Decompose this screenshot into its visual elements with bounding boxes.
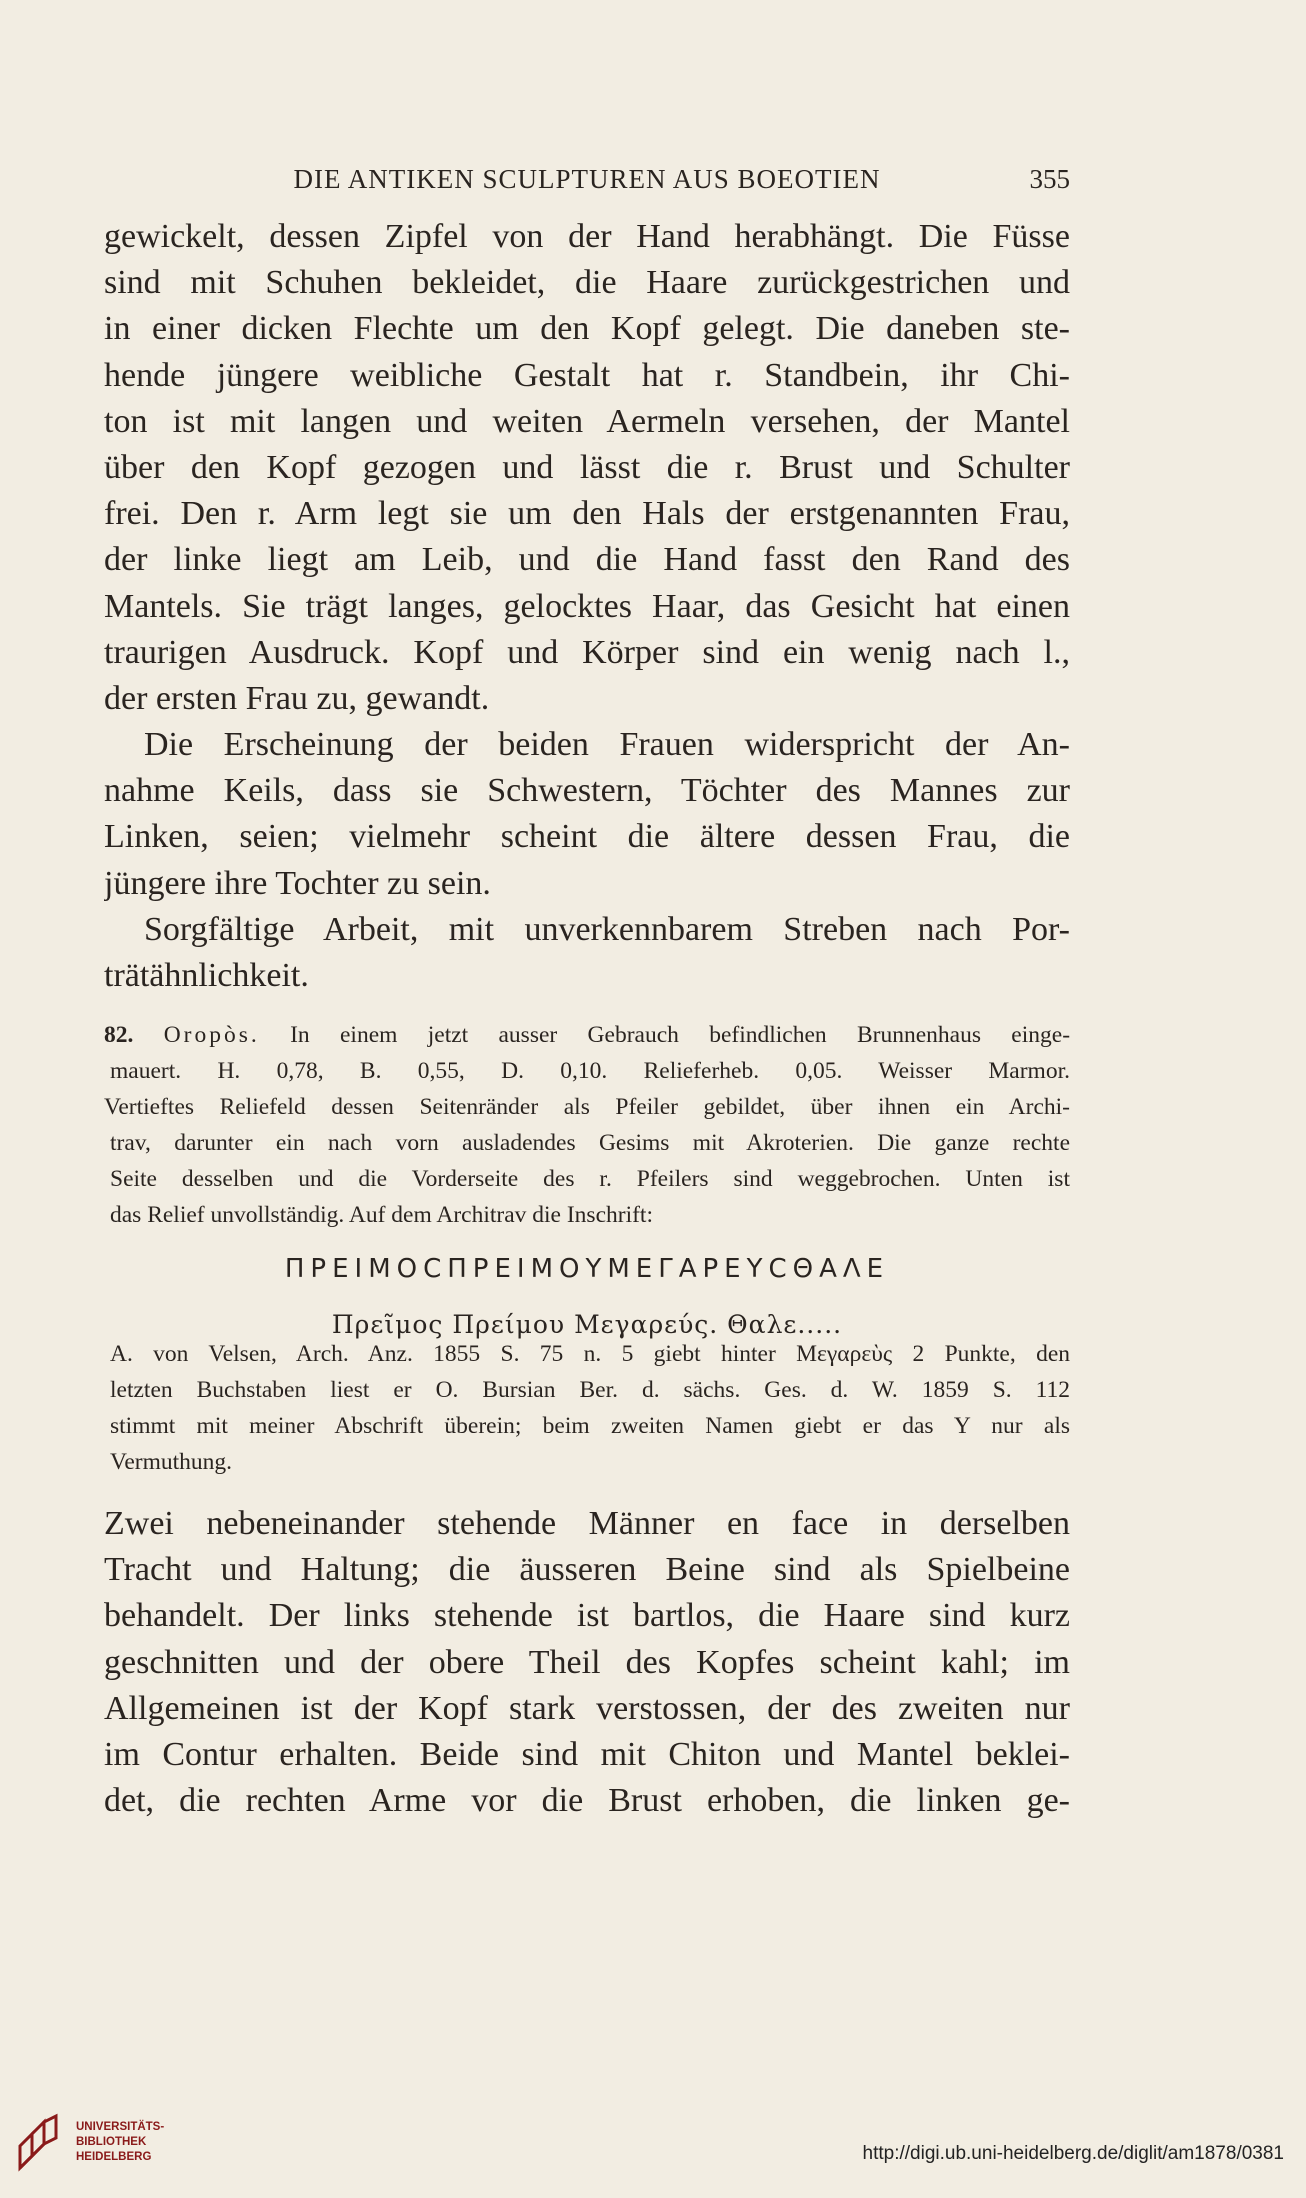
body-line: det, die rechten Arme vor die Brust erhoben, die linken ge-	[104, 1782, 1070, 1820]
entry-place: Oropòs.	[163, 1022, 260, 1048]
inscription-capitals: ΠΡΕΙΜΟϹΠΡΕΙΜΟΥΜΕΓΑΡΕΥϹΘΑΛΕ	[284, 1254, 890, 1284]
catalog-entry	[104, 1017, 1070, 1351]
body-line: Allgemeinen ist der Kopf stark verstossen, der des zweiten nur	[104, 1689, 1070, 1727]
library-name-line: BIBLIOTHEK	[76, 2136, 147, 2148]
entry-heading-rest: In einem jetzt ausser Gebrauch befindlichen Brunnenhaus einge-	[290, 1022, 1070, 1048]
note-line: Vermuthung.	[110, 1449, 233, 1475]
body-line: Sorgfältige Arbeit, mit unverkennbarem Streben nach Por-	[144, 910, 1070, 948]
body-line: Mantels. Sie trägt langes, gelocktes Haar, das Gesicht hat einen	[104, 587, 1070, 625]
entry-number: 82.	[104, 1022, 134, 1048]
body-line: Tracht und Haltung; die äusseren Beine sind als Spielbeine	[104, 1551, 1070, 1589]
body-line: ton ist mit langen und weiten Aermeln versehen, der Mantel	[104, 402, 1070, 440]
note-line: stimmt mit meiner Abschrift überein; beim zweiten Namen giebt er das Y nur als	[110, 1413, 1070, 1439]
body-line: gewickelt, dessen Zipfel von der Hand herabhängt. Die Füsse	[104, 218, 1070, 255]
body-line: im Contur erhalten. Beide sind mit Chiton und Mantel beklei-	[104, 1735, 1070, 1773]
library-emblem-icon	[14, 2112, 70, 2174]
body-line: trätähnlichkeit.	[104, 957, 309, 994]
source-url-link[interactable]: http://digi.ub.uni-heidelberg.de/diglit/am1878/0381	[862, 2143, 1284, 2164]
body-line: hende jüngere weibliche Gestalt hat r. Standbein, ihr Chi-	[104, 356, 1070, 394]
entry-line: mauert. H. 0,78, B. 0,55, D. 0,10. Relieferheb. 0,05. Weisser Marmor.	[110, 1058, 1070, 1084]
body-line: geschnitten und der obere Theil des Kopfes scheint kahl; im	[104, 1643, 1070, 1681]
entry-notes	[104, 1336, 1070, 1480]
library-name-line: HEIDELBERG	[76, 2151, 152, 2163]
library-logo[interactable]	[14, 2112, 164, 2182]
body-line: Zwei nebeneinander stehende Männer en face in derselben	[104, 1505, 1070, 1542]
running-head	[104, 160, 1070, 200]
body-line: frei. Den r. Arm legt sie um den Hals der erstgenannten Frau,	[104, 495, 1070, 533]
entry-line: Vertieftes Reliefeld dessen Seitenränder als Pfeiler gebildet, über ihnen ein Archi-	[104, 1094, 1070, 1120]
body-line: Die Erscheinung der beiden Frauen widerspricht der An-	[144, 726, 1070, 764]
body-line: behandelt. Der links stehende ist bartlos, die Haare sind kurz	[104, 1597, 1070, 1635]
note-line: A. von Velsen, Arch. Anz. 1855 S. 75 n. 5 giebt hinter Μεγαρεὺς 2 Punkte, den	[110, 1341, 1070, 1367]
entry-heading-line	[104, 1017, 1070, 1053]
body-line: über den Kopf gezogen und lässt die r. Brust und Schulter	[104, 448, 1070, 486]
body-line: sind mit Schuhen bekleidet, die Haare zurückgestrichen und	[104, 264, 1070, 302]
library-name-line: UNIVERSITÄTS-	[76, 2121, 165, 2133]
body-line: der linke liegt am Leib, und die Hand fasst den Rand des	[104, 541, 1070, 579]
running-title: DIE ANTIKEN SCULPTUREN AUS BOEOTIEN	[293, 164, 881, 194]
body-paragraph-2	[104, 1501, 1070, 1824]
entry-line: trav, darunter ein nach vorn ausladendes Gesims mit Akroterien. Die ganze rechte	[110, 1130, 1070, 1156]
body-line: traurigen Ausdruck. Kopf und Körper sind ein wenig nach l.,	[104, 633, 1070, 671]
body-paragraphs	[104, 214, 1070, 999]
page-number: 355	[1029, 164, 1070, 194]
inscription-transcription: Πρεῖμος Πρείμου Μεγαρεύς. Θαλε.....	[331, 1310, 843, 1339]
body-line: jüngere ihre Tochter zu sein.	[104, 864, 491, 902]
body-line: in einer dicken Flechte um den Kopf gelegt. Die daneben ste-	[104, 310, 1070, 348]
body-line: der ersten Frau zu, gewandt.	[104, 679, 490, 717]
entry-line: Seite desselben und die Vorderseite des r. Pfeilers sind weggebrochen. Unten ist	[110, 1166, 1070, 1192]
entry-line: das Relief unvollständig. Auf dem Architrav die Inschrift:	[110, 1202, 653, 1228]
body-line: nahme Keils, dass sie Schwestern, Töchter des Mannes zur	[104, 772, 1070, 810]
body-line: Linken, seien; vielmehr scheint die ältere dessen Frau, die	[104, 818, 1070, 856]
note-line: letzten Buchstaben liest er O. Bursian Ber. d. sächs. Ges. d. W. 1859 S. 112	[110, 1377, 1070, 1403]
library-name	[76, 2120, 164, 2165]
